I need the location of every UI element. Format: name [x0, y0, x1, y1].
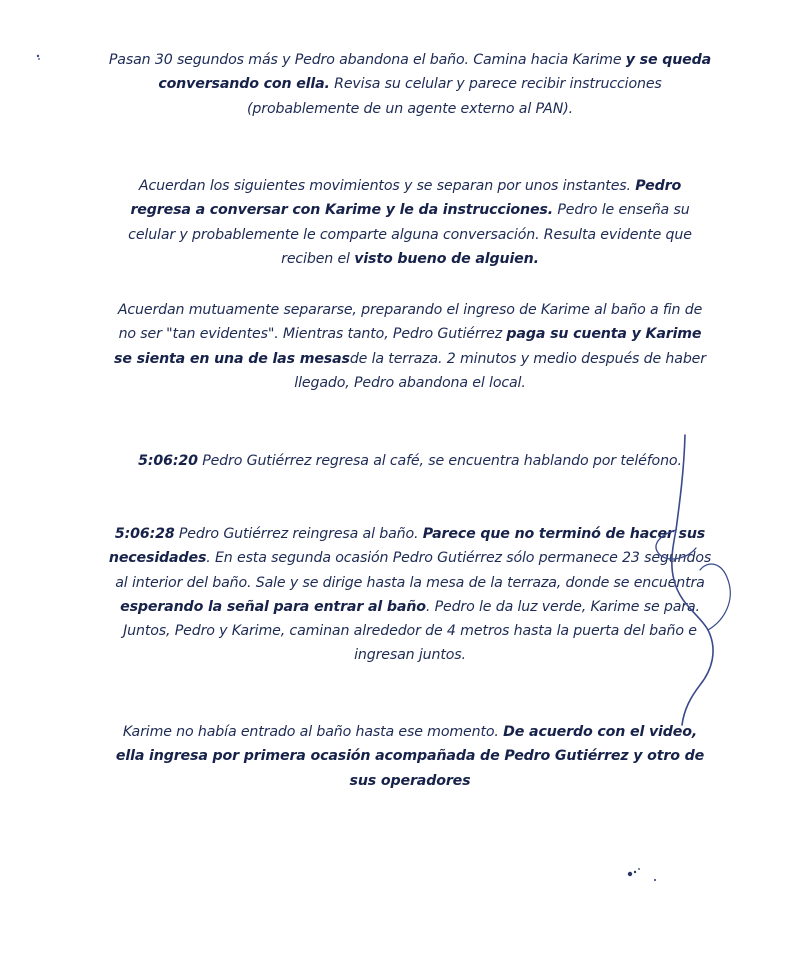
paragraph-1 — [108, 48, 712, 121]
bold-text-segment: paga su cuenta y Karime se sienta en una de las mesas — [114, 326, 702, 367]
text-segment: . En esta segunda ocasión Pedro Gutiérrez sólo permanece 23 segundos al interior del baño. Sale y se dirige hasta la mesa de la terraza, donde se encuentra — [115, 550, 712, 591]
bold-text-segment: 5:06:20 — [138, 453, 198, 469]
text-segment: Pedro le enseña su celular y probablemente le comparte alguna conversación. Resulta evidente que reciben el — [128, 202, 692, 267]
text-segment: de la terraza. 2 minutos y medio después de haber llegado, Pedro abandona el local. — [294, 350, 706, 391]
paragraph-2 — [108, 174, 712, 271]
bold-text-segment: De acuerdo con el video, ella ingresa por primera ocasión acompañada de Pedro Gutiérrez y otro de sus operadores — [115, 724, 705, 789]
text-segment: Acuerdan los siguientes movimientos y se separan por unos instantes. — [138, 178, 636, 194]
text-segment: Pedro Gutiérrez regresa al café, se encuentra hablando por teléfono. — [197, 453, 682, 469]
text-segment: Pasan 30 segundos más y Pedro abandona el baño. Camina hacia Karime — [108, 52, 626, 68]
bold-text-segment: Parece que no terminó de hacer sus necesidades — [108, 526, 706, 567]
scan-speck — [624, 866, 664, 886]
text-segment: Karime no había entrado al baño hasta ese momento. — [122, 724, 504, 740]
text-segment: Acuerdan mutuamente separarse, preparando el ingreso de Karime al baño a fin de no ser "tan evidentes". Mientras tanto, Pedro Gutiérrez — [117, 302, 703, 343]
text-segment: . Pedro le da luz verde, Karime se para. Juntos, Pedro y Karime, caminan alrededor de 4 metros hasta la puerta del baño e ingresan juntos. — [123, 598, 700, 664]
bold-text-segment: visto bueno de alguien. — [354, 250, 539, 267]
text-segment: Revisa su celular y parece recibir instrucciones (probablemente de un agente externo al PAN). — [247, 76, 662, 117]
paragraph-4 — [108, 449, 712, 473]
paragraph-5 — [108, 522, 712, 668]
bold-text-segment: Pedro regresa a conversar con Karime y le da instrucciones. — [130, 178, 682, 219]
bold-text-segment: 5:06:28 — [114, 526, 175, 542]
paragraph-6 — [108, 720, 712, 793]
bold-text-segment: esperando la señal para entrar al baño — [120, 598, 426, 615]
bold-text-segment: y se queda conversando con ella. — [158, 52, 712, 93]
paragraph-3 — [108, 298, 712, 395]
scan-speck — [34, 52, 44, 62]
text-segment: Pedro Gutiérrez reingresa al baño. — [174, 526, 423, 542]
